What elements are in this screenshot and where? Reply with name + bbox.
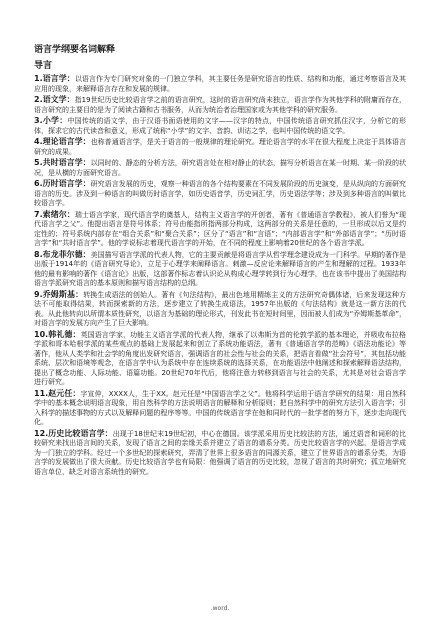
term-definition: 瑞士语言学家，现代语言学的奠基人，结构主义语言学的开创者，著有《普通语言学教程》，被人们誉为“现代语言学之父”。他提出语言是符号体系；符号由能指所指两部分构成，这两部分的关系是任意的，一旦形成以后又是约定性的；符号系统内部存在“组合关系”和“聚合关系”；区分了“语言”和“言语”；“内部语言学”和“外部语言学”；“历时语言学”和“共时语言学”。他的学说标志着现代语言学的开始，在不同的程度上影响着20世纪的各个语言学派。 bbox=[34, 210, 406, 247]
term-heading: 10.韩礼德： bbox=[34, 329, 81, 339]
term-definition: 中国传统的语文学，由于汉语书面语使用的文字——汉字的特点，中国传统语言研究抓住汉字，分析它的形体，探求它的古代读音和意义，形成了统称“小学”的文字、音韵、训诂之学，也叫中国传统的语文学。 bbox=[34, 117, 407, 135]
document-title: 语言学纲要名词解释 bbox=[34, 45, 116, 55]
term-heading: 2.语文学： bbox=[34, 95, 75, 104]
term-entry bbox=[34, 210, 406, 249]
term-definition: 研究语言发展的历史，观察一种语言的各个结构要素在不同发展阶段的历史演变，是从纵向的方面研究语言的历史。涉及到一种语言的叫做历时语言学，如历史语音学，历史词汇学，历史语法学等；涉及到多种语言的叫做比较语言学。 bbox=[34, 180, 407, 207]
term-definition: 字宣仲，XXXX人，生于XX。赵元任是“中国语言学之父”。他将科学运用于语言学研究的结果：用自然科学中的基本概念说明语言现象，用自然科学的方法说明语言的解释和分析原则；把自然科学中的研究方法引入语言学；引入科学的描述事物的方式以及解释问题的程序等等。中国的传统语言学在他和同时代的一批学者的努力下，逐步走向现代化。 bbox=[34, 389, 407, 426]
term-entry bbox=[34, 429, 406, 478]
term-heading: 5.共时语言学： bbox=[34, 158, 91, 167]
term-heading: 9.乔姆斯基： bbox=[34, 289, 84, 299]
term-heading: 11.赵元任： bbox=[34, 388, 81, 398]
term-entry bbox=[34, 389, 406, 428]
term-entry bbox=[34, 179, 406, 209]
term-entry bbox=[34, 330, 406, 388]
term-heading: 6.历时语言学： bbox=[34, 179, 91, 188]
term-definition: 以语言作为专门研究对象的一门独立学科，其主要任务是研究语言的性质、结构和功能，通过考察语言及其应用的现象，来解释语言存在和发展的规律。 bbox=[34, 75, 406, 93]
term-entry bbox=[34, 290, 406, 329]
term-heading: 7.索绪尔： bbox=[34, 209, 75, 219]
term-entry bbox=[34, 116, 406, 136]
term-heading: 1.语言学： bbox=[34, 74, 75, 83]
term-definition: 美国描写语言学派的代表人物，它的主要贡献是将语言学从哲学理念建设成为一门科学。早期的著作是出版于1914年的《语言研究导论》，立足于心理学来阐释语言。刺激—反应论来解释语言的产生和理解的过程。1933年他的最有影响的著作《语言论》出版，这部著作标志着认识论从构成心理学转到行为心理学，也在该书中提出了美国结构语言学派研究语言的基本原则和描写语言结构的总纲。 bbox=[34, 250, 407, 287]
term-heading: 8.布龙菲尔德： bbox=[34, 249, 91, 259]
section-heading: 导言 bbox=[34, 61, 53, 71]
page-footer-marker: .word. bbox=[210, 605, 230, 612]
term-heading: 3.小学： bbox=[34, 116, 68, 125]
term-definition: 转换生成语法的创始人。著有《句法结构》，最出色地用精练主义的方法研究奇偶体诸，后来发现这种方法不可能取得结果，转而探索新的方法，逐步建立了转换生成语法，1957年出版的《句法结构》就是这一新方法的代表。从此他转向以所谓本质性研究，以语言为基础的理论形式，刊发此书在短时间里，因而被人们成为“乔姆斯基革命”，对语言学的发展方向产生了巨大影响。 bbox=[34, 290, 407, 327]
term-entry bbox=[34, 95, 406, 115]
term-heading: 12.历史比较语言学： bbox=[34, 428, 113, 438]
term-entry bbox=[34, 158, 406, 178]
term-definition: 出现于18世纪末19世纪初，中心在德国。该学派采用历史比较法的方法，通过语音和词形的比较研究来找出语言间的关系，发现了语言之间的亲缘关系并建立了语言的谱系分类。历史比较语言学的兴起，是语言学成为一门独立的学科。经过一个多世纪的探索研究，弄清了世界上很多语言的同源关系，建立了世界语言的谱系分类，为语言学的发展做出了很大贡献。历史比较语言学也有局限：他强调了语言的历史比较，忽视了语言的共时研究；孤立地研究语言单位，缺乏对语言系统性的研究。 bbox=[34, 429, 406, 476]
term-definition: 指19世纪历史比较语言学之前的语言研究，这时的语言研究尚未独立，语言学作为其他学科的附庸而存在，语言研究的主要目的是为了阅读古籍和古书服务，从而为统治者治理国家或为其他学科的研究服务。 bbox=[34, 96, 406, 114]
term-entry bbox=[34, 137, 406, 157]
term-entry bbox=[34, 74, 406, 94]
term-definition: 以同时的、静态的分析方法，研究语言处在相对静止的状态，描写分析语言在某一时期、某一阶段的状况，是从横的方面研究语言。 bbox=[34, 159, 407, 177]
term-heading: 4.理论语言学： bbox=[34, 137, 91, 146]
term-definition: 也称普通语言学，是关于语言的一般规律的理论研究。理论语言学的水平在很大程度上决定于具体语言研究的成果。 bbox=[34, 138, 407, 156]
term-definition: 英国语言学家，功能主义语言学派的代表人物，继承了以弗斯为首的伦敦学派的基本理论，并吸收布拉格学派和哥本哈根学派的某些观点的基础上发展起来和创立了系统功能语法，著有《普通语言学的范畴》《语法功能论》等著作，他从人类学和社会学的角度出发研究语言，强调语言的社会性与社会的关系，把语言看做“社会符号”，其包括功能系统、层次和语境等观念，在语言学中认为系统中存在连续系统的选择关系，在功能语法中他阐述和探索解释语法结构，提出了概念功能、人际功能、语篇功能。20世纪70年代后，他将注意力转移到语言与社会的关系，尤其是对社会语言学进行研究。 bbox=[34, 330, 407, 386]
term-entry bbox=[34, 250, 406, 289]
